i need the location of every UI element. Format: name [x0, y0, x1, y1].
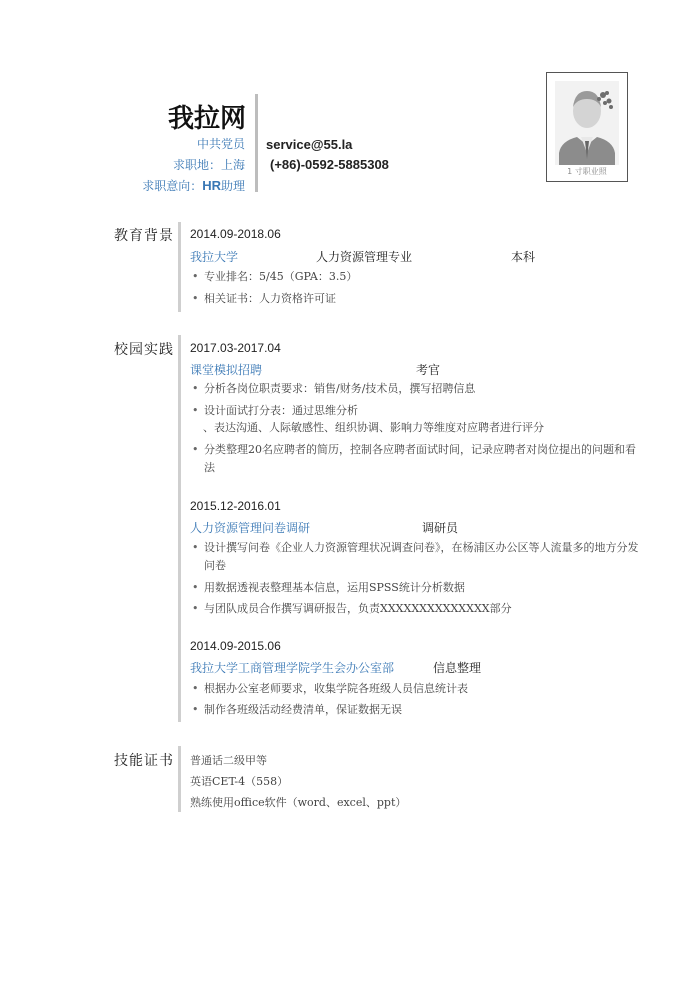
section-title-skills: 技能证书: [114, 753, 174, 769]
job-intention-label: 求职意向：: [142, 179, 203, 193]
list-item: • 制作各班级活动经费清单，保证数据无误: [190, 701, 644, 719]
list-item: • 相关证书：人力资格许可证: [190, 290, 644, 308]
campus-entry-date: 2017.03-2017.04: [190, 341, 281, 355]
skill-item: 普通话二级甲等: [190, 754, 267, 767]
party-status: 中共党员: [196, 137, 245, 151]
campus-entry-org: 我拉大学工商管理学院学生会办公室部: [190, 661, 395, 675]
section-divider: [178, 222, 181, 312]
phone: (+86)-0592-5885308: [270, 157, 389, 172]
photo-caption: 1 寸职业照: [567, 167, 607, 176]
campus-entry-org: 人力资源管理问卷调研: [190, 521, 311, 535]
section-title-education: 教育背景: [114, 228, 174, 244]
section-title-campus: 校园实践: [114, 342, 174, 358]
list-item: • 专业排名：5/45（GPA：3.5）: [190, 268, 644, 286]
section-divider: [178, 746, 181, 812]
campus-entry-role: 调研员: [422, 521, 459, 535]
skill-item: 英语CET-4（558）: [190, 775, 289, 788]
resume-name: 我拉网: [168, 104, 247, 134]
person-silhouette-icon: [547, 73, 627, 181]
education-major: 人力资源管理专业: [316, 250, 413, 264]
campus-entry-org: 课堂模拟招聘: [190, 363, 263, 377]
campus-entry-date: 2014.09-2015.06: [190, 639, 281, 653]
job-location-value: 上海: [220, 158, 245, 172]
job-intention: [142, 177, 245, 194]
list-item: • 用数据透视表整理基本信息，运用SPSS统计分析数据: [190, 579, 644, 597]
education-date: 2014.09-2018.06: [190, 227, 281, 241]
header-divider: [255, 94, 258, 192]
education-degree: 本科: [511, 250, 536, 264]
list-item: • 分类整理20名应聘者的简历，控制各应聘者面试时间，记录应聘者对岗位提出的问题和看法: [190, 441, 644, 477]
list-item: • 设计撰写问卷《企业人力资源管理状况调查问卷》，在杨浦区办公区等人流量多的地方分发问卷: [190, 539, 644, 575]
job-location-label: 求职地：: [172, 158, 221, 172]
email[interactable]: service@55.la: [266, 137, 353, 152]
skill-item: 熟练使用office软件（word、excel、ppt）: [190, 796, 407, 809]
profile-photo: [546, 72, 628, 182]
job-location: [173, 156, 245, 173]
campus-entry-role: 信息整理: [433, 661, 482, 675]
education-school: 我拉大学: [190, 250, 239, 264]
campus-entry-role: 考官: [416, 363, 441, 377]
list-item: • 设计面试打分表：通过思维分析: [190, 402, 644, 420]
list-item: • 与团队成员合作撰写调研报告，负责XXXXXXXXXXXXXX部分: [190, 600, 644, 618]
list-item-continuation: 、表达沟通、人际敏感性、组织协调、影响力等维度对应聘者进行评分: [203, 421, 544, 434]
job-intention-value: HR: [202, 178, 221, 193]
section-divider: [178, 335, 181, 722]
list-item: • 分析各岗位职责要求：销售/财务/技术员，撰写招聘信息: [190, 380, 644, 398]
list-item: • 根据办公室老师要求，收集学院各班级人员信息统计表: [190, 680, 644, 698]
campus-entry-date: 2015.12-2016.01: [190, 499, 281, 513]
job-intention-suffix: 助理: [220, 179, 245, 193]
